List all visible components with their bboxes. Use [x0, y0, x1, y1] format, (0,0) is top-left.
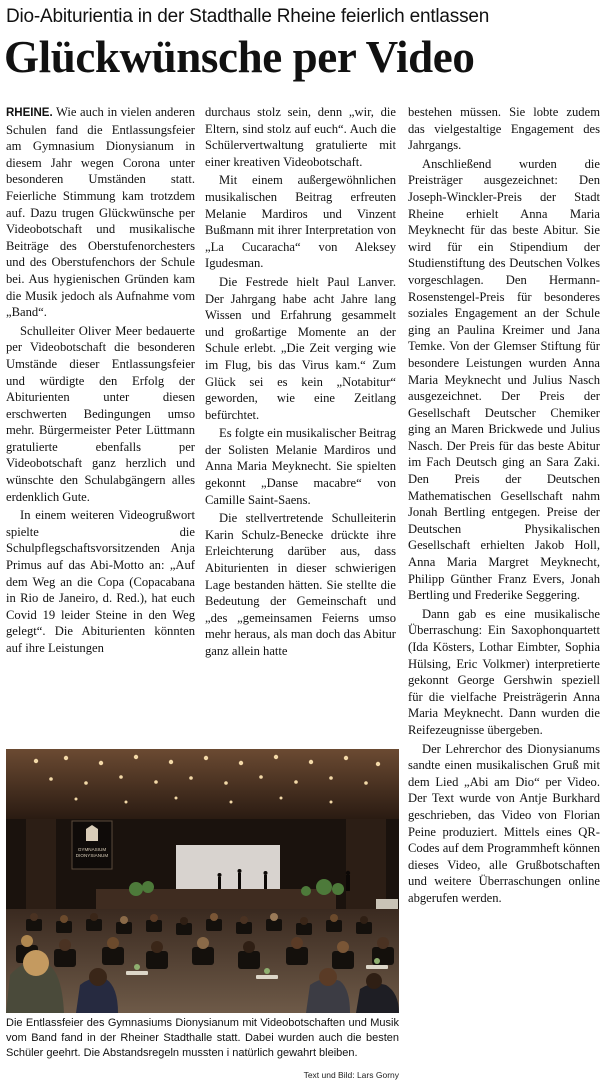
paragraph: Anschließend wurden die Preisträger ausgezeichnet: Den Joseph-Winckler-Preis der Stadt Rheine erhielt Anna Maria Meyknecht für das beste Abitur. Sie wird für ein Stipendium der Studienstiftung des Deutschen Volkes vorgeschlagen. Den Hermann-Rosenstengel-Preis für besonderes soziales Engagement an der Schule ging an Paulina Kreimer und Jana Temke. Von der Glemser Stiftung für besondere Leistungen wurden Anna Maria Meyknecht und Julius Nasch ausgezeichnet. Der Preis der Gesellschaft Deutscher Chemiker ging an Maren Brickwede und Julius Nasch. Der Preis für das beste Abitur im Fach Deutsch ging an Sara Zaki. Den Preis der Deutschen Mathematischen Gesellschaft nahm Jonah Bertling entgegen. Preise der Deutschen Physikalischen Gesellschaft erhielten Jakob Holl, Anna Maria Margret Meyknecht, Philipp Günther Franz Evers, Jonah Bertling und Frederike Seggering. — [408, 156, 600, 603]
photo-credit: Text und Bild: Lars Gorny — [303, 1070, 399, 1080]
article-column-1 — [6, 104, 195, 744]
article-column-3 — [408, 104, 600, 1084]
article-column-2 — [205, 104, 396, 744]
paragraph: durchaus stolz sein, denn „wir, die Eltern, sind stolz auf euch“. Auch die Schülervertwaltung gratulierte mit einer kreativen Videobotschaft. — [205, 105, 396, 169]
paragraph: Schulleiter Oliver Meer bedauerte per Videobotschaft die besonderen Umstände dieser Entlassungsfeier und würdigte den Erfolg der Abiturienten unter diesen erschwerten Bedingungen umso mehr. Bürgermeister Peter Lüttmann gratulierte ebenfalls per Videobotschaft ganz herzlich und wünschte den Schulabgängern alles erdenklich Gute. — [6, 323, 195, 504]
photo-caption: Die Entlassfeier des Gymnasiums Dionysianum mit Videobotschaften und Musik vom Band fand in der Rheiner Stadthalle statt. Dabei wurden auch die besten Schüler geehrt. Die Abstandsregeln mussten i natürlich gewahrt bleiben. — [6, 1017, 399, 1059]
paragraph-text: Wie auch in vielen anderen Schulen fand die Entlassungsfeier am Gymnasium Dionysianum in diesem Jahr wegen Corona unter besonderen Umständen statt. Feierliche Stimmung kam trotzdem auf. Dazu trugen Glückwünsche per Videobotschaft und musikalische Beiträge des Oberstufenorchesters und des Oberstufenchors der Schule bei. Aus hygienischen Gründen kam die Musik jedoch als Aufnahme vom „Band“. — [6, 105, 195, 320]
paragraph — [6, 104, 195, 321]
paragraph: Es folgte ein musikalischer Beitrag der Solisten Melanie Mardiros und Anna Maria Meyknecht. Sie spielten gekonnt „Danse macabre“ von Camille Saint-Saens. — [205, 426, 396, 507]
article-headline: Glückwünsche per Video — [4, 32, 475, 82]
paragraph: In einem weiteren Videogrußwort spielte die Schulpflegschaftsvorsitzenden Anja Primus auf das Abi-Motto an: „Auf dem Weg an die Copa (Copacabana in Rio de Janeiro, d. Red.), hat euch Covid 19 leider Steine in den Weg gelegt“. Die Abiturienten könnten auf ihre Leistungen — [6, 508, 195, 655]
paragraph: bestehen müssen. Sie lobte zudem das vielgestaltige Engagement des Jahrgangs. — [408, 105, 600, 153]
banner-line-1: GYMNASIUM — [77, 847, 107, 852]
hall-photo-illustration — [6, 749, 399, 1013]
paragraph: Die Festrede hielt Paul Lanver. Der Jahrgang habe acht Jahre lang Wissen und Erfahrung gesammelt und großartige Momente an der Schule erlebt. „Die Zeit verging wie im Flug, bis das Virus kam.“ Zum Glück sei es kein „Notabitur“ geworden, wie eine Zeitlang befürchtet. — [205, 274, 396, 422]
paragraph: Mit einem außergewöhnlichen musikalischen Beitrag erfreuten Melanie Mardiros und Vinzent Bußmann mit ihrer Interpretation von „La Cucaracha“ von Aleksey Igudesman. — [205, 173, 396, 271]
event-photo — [6, 749, 399, 1013]
paragraph: Die stellvertretende Schulleiterin Karin Schulz-Benecke drückte ihre Erleichterung darüber aus, dass Abiturienten in dieser schwierigen Lage bestanden hätten. Sie stellte die Bedeutung der Gemeinschaft und „des „gemeinsamen Feierns umso mehr heraus, als man doch das Abitur ganz allein hatte — [205, 511, 396, 658]
banner-line-2: DIONYSIANUM — [75, 853, 109, 858]
paragraph: Der Lehrerchor des Dionysianums sandte einen musikalischen Gruß mit dem Lied „Abi am Dio“ per Video. Der Text wurde von Antje Burkhard geschrieben, das Video von Florian Peine produziert. Mittels eines QR-Codes auf dem Programmheft können dieses Video, alle Grußbotschaften und weitere Überraschungen online abgerufen werden. — [408, 741, 600, 905]
paragraph: Dann gab es eine musikalische Überraschung: Ein Saxophonquartett (Ida Kösters, Lothar Eimbter, Sophia Hülsing, Eric Volkmer) interpretierte gekonnt George Gershwin speziell für die vielfache Preisträgerin Anna Maria Meyknecht. Dann wurden die Reifezeugnisse übergeben. — [408, 606, 600, 737]
dateline: RHEINE. — [6, 107, 53, 119]
article-kicker: Dio-Abiturientia in der Stadthalle Rheine feierlich entlassen — [6, 6, 490, 27]
